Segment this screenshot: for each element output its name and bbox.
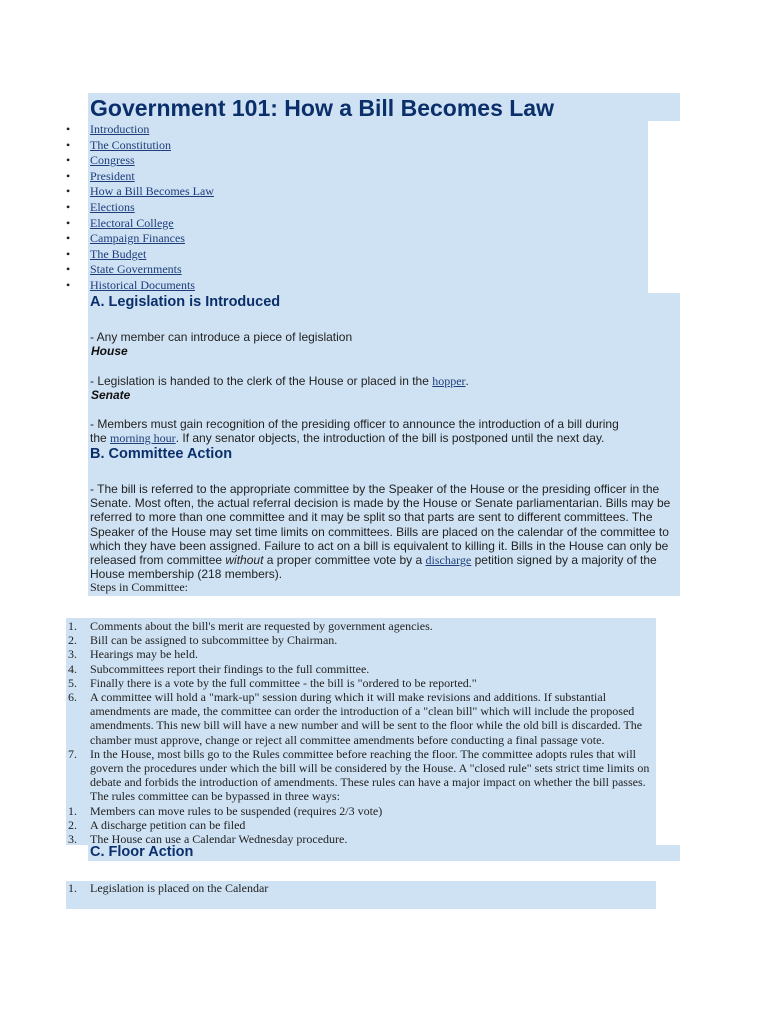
floor-steps-list xyxy=(66,881,656,895)
list-item xyxy=(66,633,656,647)
list-item-text: Bill can be assigned to subcommittee by Chairman. xyxy=(90,633,338,648)
nav-link-state-governments[interactable]: State Governments xyxy=(90,262,182,277)
section-b-text-post: petition signed by a majority of the House membership (218 members). xyxy=(90,553,657,582)
house-label: House xyxy=(91,344,128,358)
senate-text-post: . If any senator objects, the introduction of the bill is postponed until the next day. xyxy=(175,431,605,445)
bullet-icon: • xyxy=(66,184,71,199)
list-item-text: Comments about the bill's merit are requested by government agencies. xyxy=(90,619,433,633)
bullet-icon: • xyxy=(66,262,71,277)
list-number: 5. xyxy=(68,675,77,690)
committee-steps-list xyxy=(66,619,656,846)
section-b-paragraph xyxy=(90,482,672,581)
bullet-icon: • xyxy=(66,215,71,230)
nav-link-congress[interactable]: Congress xyxy=(90,153,135,168)
list-number: 7. xyxy=(68,746,77,761)
bullet-icon: • xyxy=(66,137,71,152)
list-number: 4. xyxy=(68,661,77,676)
bullet-icon: • xyxy=(66,168,71,183)
list-item-text: In the House, most bills go to the Rules committee before reaching the floor. The committee adopts rules that will govern the procedures under which the bill will be considered by the House. A "closed rule" sets strict time limits on debate and forbids the introduction of amendments. These rules can have a major impact on whether the bill passes. The rules committee can be bypassed in three ways: xyxy=(90,746,650,804)
list-item-text: Finally there is a vote by the full committee - the bill is "ordered to be reported." xyxy=(90,675,477,690)
nav-link-elections[interactable]: Elections xyxy=(90,199,135,214)
list-item-text: Members can move rules to be suspended (requires 2/3 vote) xyxy=(90,803,383,818)
list-item-text: Hearings may be held. xyxy=(90,647,198,662)
house-text-post: . xyxy=(465,374,469,388)
list-item xyxy=(66,662,656,676)
list-item-text: A committee will hold a "mark-up" session during which it will make revisions and additions. If substantial amendments are made, the committee can order the introduction of a "clean bill" which will include the proposed amendments. This new bill will have a new number and will be sent to the floor while the old bill is discarded. The chamber must approve, change or reject all committee amendments before conducting a final passage vote. xyxy=(90,690,643,747)
hopper-link[interactable]: hopper xyxy=(432,374,466,388)
section-a-heading: A. Legislation is Introduced xyxy=(90,294,281,310)
bullet-icon: • xyxy=(66,199,71,214)
morning-hour-link[interactable]: morning hour xyxy=(110,431,176,445)
section-b-text-mid: a proper committee vote by a xyxy=(263,553,426,568)
house-text xyxy=(90,374,469,388)
list-number: 3. xyxy=(68,647,77,662)
senate-text-line2 xyxy=(90,431,604,445)
section-b-text-pre: - The bill is referred to the appropriate committee by the Speaker of the House or the presiding officer in the Senate. Most often, the actual referral decision is made by the House or Senate parliamentarian. Bills may be referred to more than one committee and it may be split so that parts are sent to different committees. The Speaker of the House may set time limits on committees. Bills are placed on the calendar of the committee to which they have been assigned. Failure to act on a bill is equivalent to killing it. Bills in the House can only be released from committee xyxy=(90,482,671,568)
house-text-pre: - Legislation is handed to the clerk of the House or placed in the xyxy=(90,374,433,388)
nav-link-historical-documents[interactable]: Historical Documents xyxy=(90,277,195,292)
list-item xyxy=(66,804,656,818)
bullet-icon: • xyxy=(66,246,71,261)
nav-link-bill-becomes-law[interactable]: How a Bill Becomes Law xyxy=(90,184,214,199)
nav-link-electoral-college[interactable]: Electoral College xyxy=(90,215,174,230)
discharge-link[interactable]: discharge xyxy=(425,553,472,568)
nav-link-campaign-finances[interactable]: Campaign Finances xyxy=(90,231,185,246)
bullet-icon: • xyxy=(66,122,71,136)
nav-link-constitution[interactable]: The Constitution xyxy=(90,137,171,152)
list-item xyxy=(66,747,656,804)
list-number: 2. xyxy=(68,633,77,648)
nav-link-introduction[interactable]: Introduction xyxy=(90,122,150,136)
list-item xyxy=(66,881,656,895)
list-number: 1. xyxy=(68,881,77,895)
list-number: 2. xyxy=(68,817,77,832)
list-item xyxy=(66,818,656,832)
bullet-icon: • xyxy=(66,277,71,292)
section-b-heading: B. Committee Action xyxy=(90,446,233,462)
section-c-heading: C. Floor Action xyxy=(90,844,194,860)
section-b-text-em: without xyxy=(225,553,264,568)
list-item xyxy=(66,676,656,690)
list-item xyxy=(66,647,656,661)
list-item xyxy=(66,619,656,633)
list-item-text: A discharge petition can be filed xyxy=(90,817,246,832)
bullet-icon: • xyxy=(66,231,71,246)
list-item-text: Legislation is placed on the Calendar xyxy=(90,881,269,895)
list-item-text: Subcommittees report their findings to the full committee. xyxy=(90,661,370,676)
list-number: 6. xyxy=(68,690,77,705)
senate-text-pre: the xyxy=(90,431,111,445)
list-number: 3. xyxy=(68,832,77,847)
list-item xyxy=(66,690,656,747)
list-item-text: The House can use a Calendar Wednesday procedure. xyxy=(90,832,348,847)
list-number: 1. xyxy=(68,803,77,818)
nav-link-budget[interactable]: The Budget xyxy=(90,246,147,261)
page-title: Government 101: How a Bill Becomes Law xyxy=(90,95,554,121)
section-a-intro: - Any member can introduce a piece of legislation xyxy=(90,330,353,344)
list-number: 1. xyxy=(68,619,77,633)
steps-label: Steps in Committee: xyxy=(90,580,188,594)
senate-text-line1: - Members must gain recognition of the presiding officer to announce the introduction of a bill during xyxy=(90,417,619,431)
nav-link-president[interactable]: President xyxy=(90,168,135,183)
senate-label: Senate xyxy=(91,388,131,402)
bullet-icon: • xyxy=(66,153,71,168)
